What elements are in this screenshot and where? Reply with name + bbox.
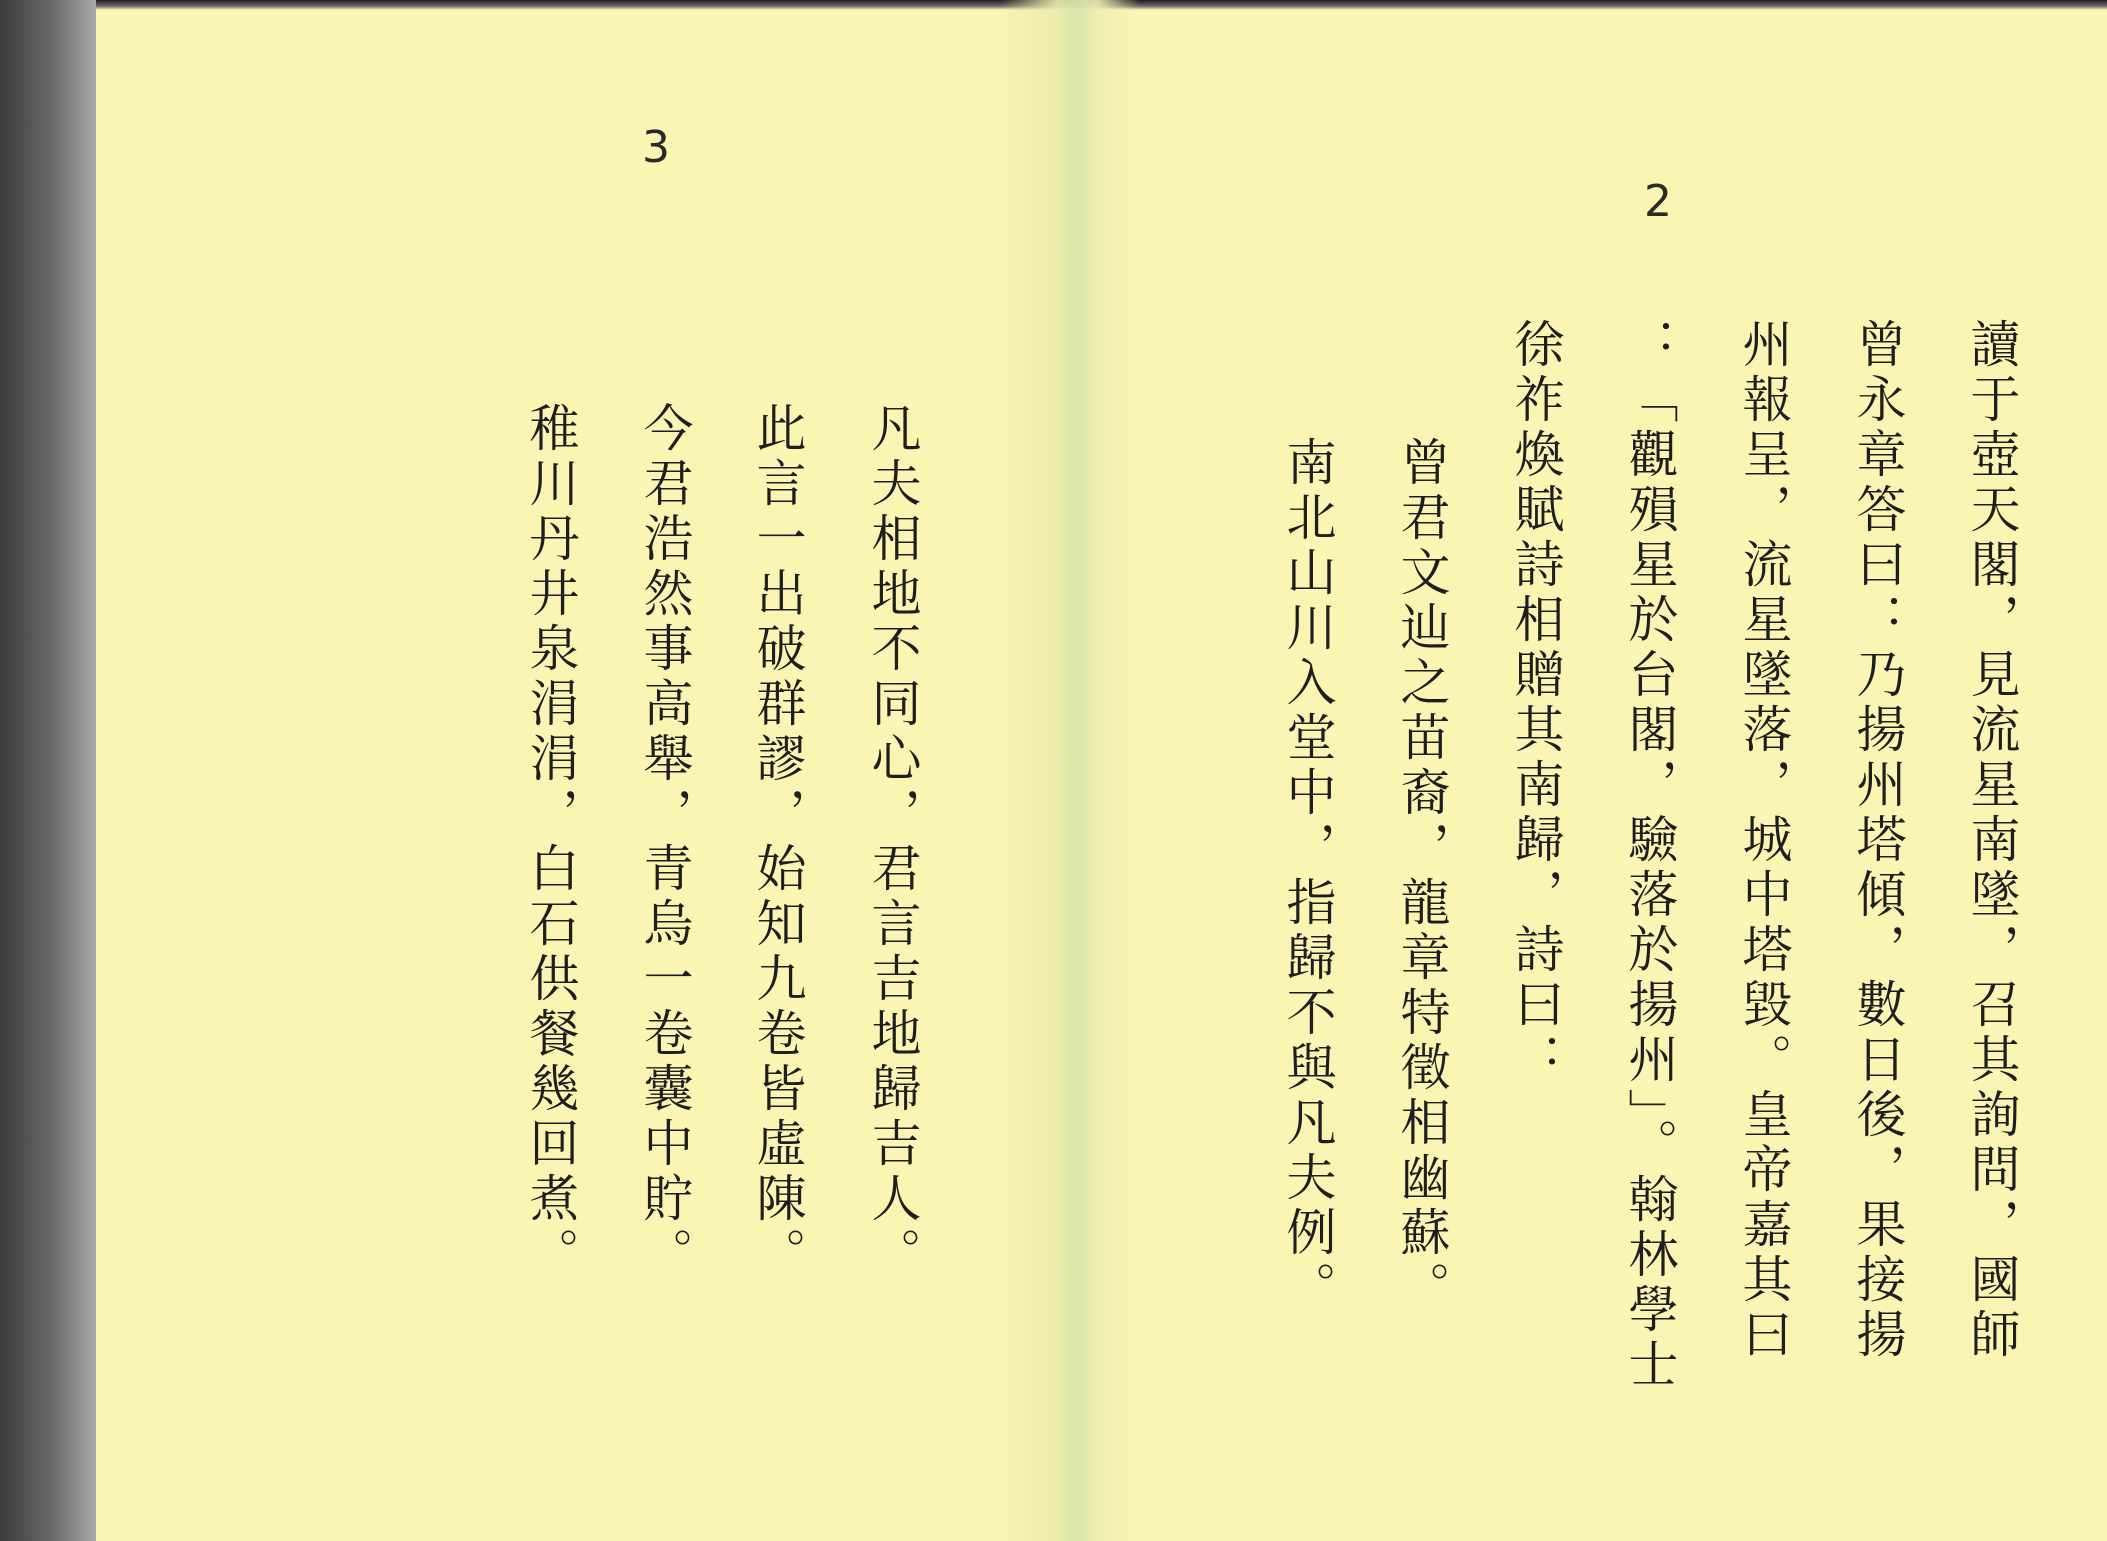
text-column: 州報呈，流星墜落，城中塔毀。皇帝嘉其曰 (1734, 318, 1793, 1363)
text-column: 曾君文辿之苗裔，龍章特徵相幽蘇。 (1392, 436, 1451, 1316)
text-column: 徐祚煥賦詩相贈其南歸，詩曰： (1506, 318, 1565, 1088)
right-page (1096, 0, 2107, 1541)
text-column: 南北山川入堂中，指歸不與凡夫例。 (1278, 436, 1337, 1316)
text-column: ：「觀殞星於台閣，驗落於揚州」。翰林學士 (1620, 318, 1679, 1393)
left-page (96, 0, 1096, 1541)
text-column: 讀于壺天閣，見流星南墜，召其詢問，國師 (1962, 318, 2021, 1363)
text-column: 今君浩然事高舉，青烏一卷囊中貯。 (635, 402, 694, 1282)
page-number: 3 (642, 122, 670, 173)
page-number: 2 (1644, 176, 1672, 227)
text-column: 稚川丹井泉涓涓，白石供餐幾回煮。 (521, 402, 580, 1282)
text-column: 凡夫相地不同心，君言吉地歸吉人。 (863, 402, 922, 1282)
text-column: 此言一出破群謬，始知九卷皆虛陳。 (748, 402, 807, 1282)
text-column: 曾永章答曰：乃揚州塔傾，數日後，果接揚 (1848, 318, 1907, 1363)
